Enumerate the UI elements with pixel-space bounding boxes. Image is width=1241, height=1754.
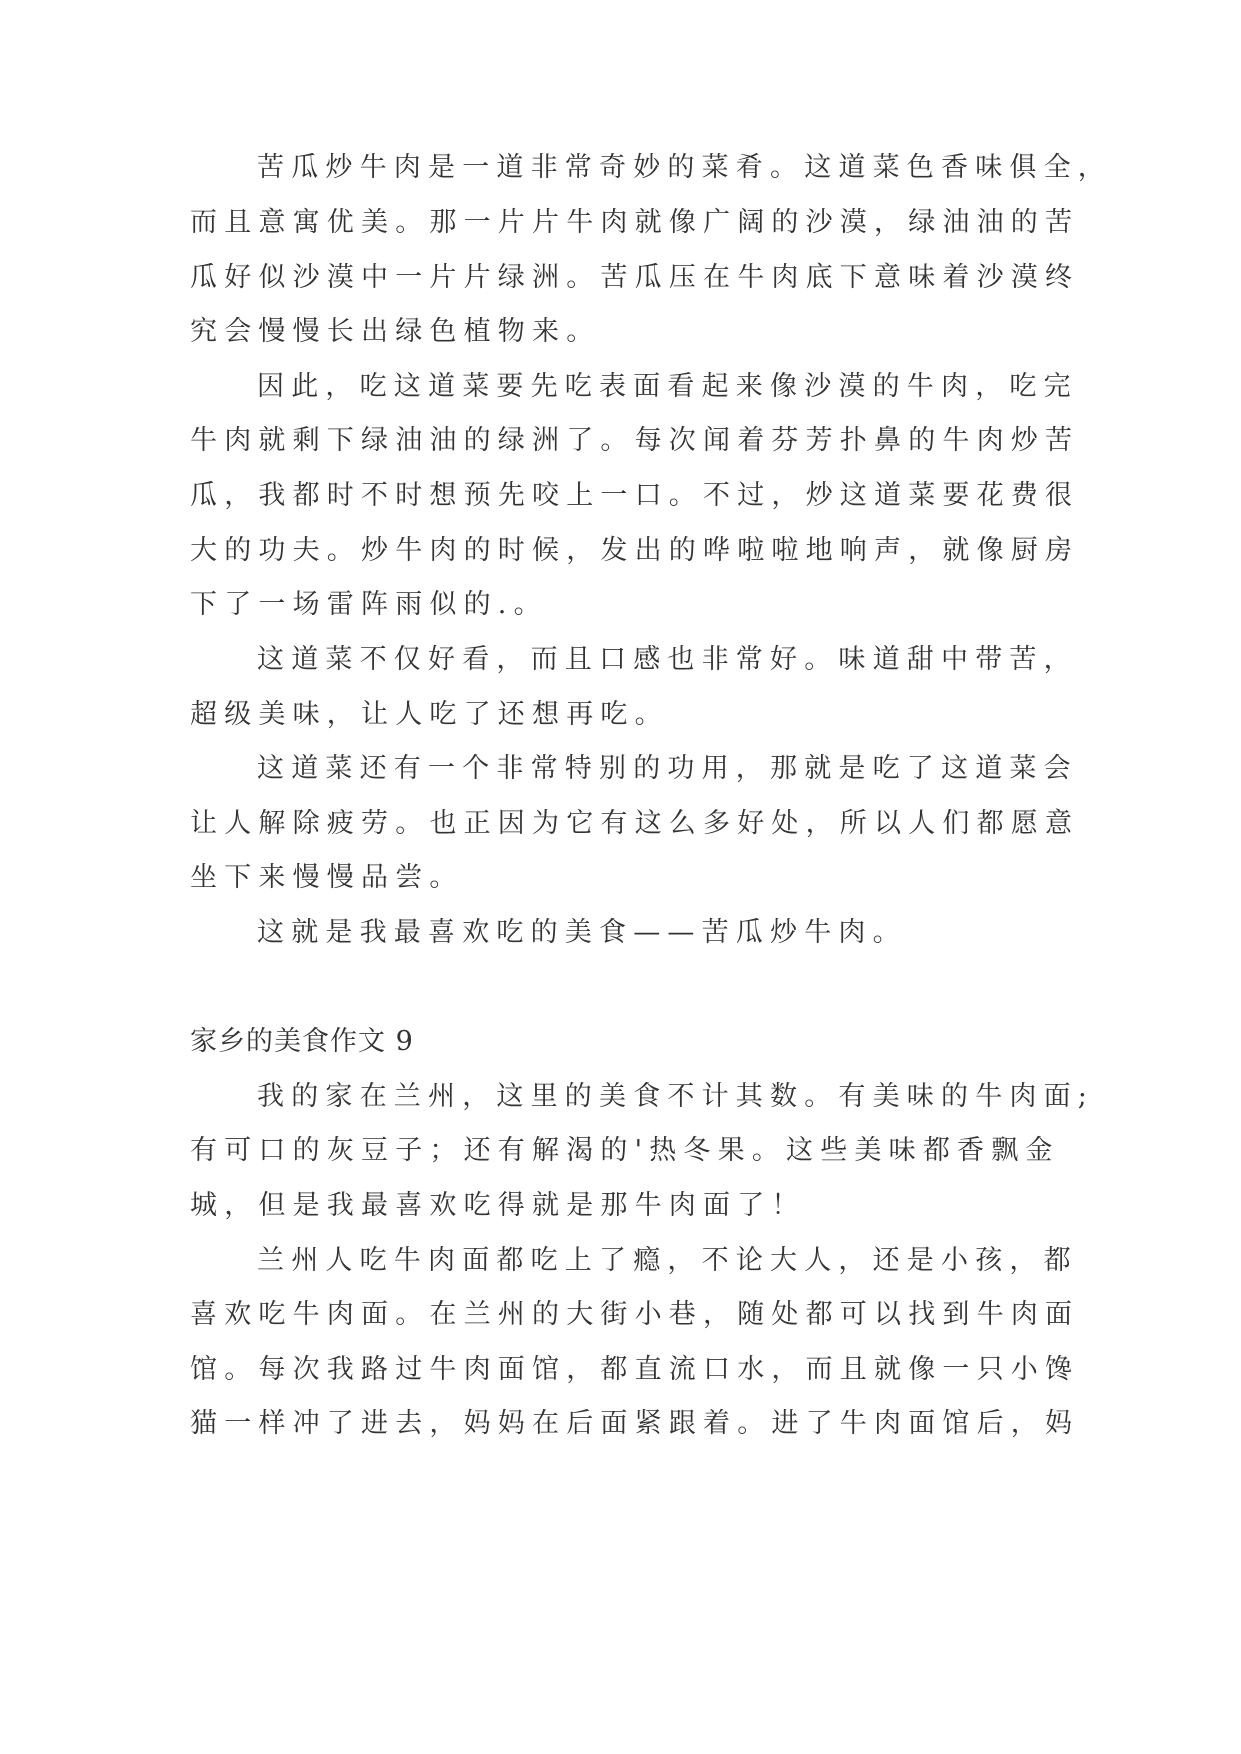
essay8-para4-line3: 坐下来慢慢品尝。 — [190, 862, 464, 893]
essay8-para2-line3: 瓜，我都时不时想预先咬上一口。不过，炒这道菜要花费很 — [190, 480, 1080, 511]
essay9-para2-line3: 馆。每次我路过牛肉面馆，都直流口水，而且就像一只小馋 — [190, 1354, 1080, 1385]
essay8-para1-line1: 苦瓜炒牛肉是一道非常奇妙的菜肴。这道菜色香味俱全， — [257, 152, 1112, 183]
essay9-para2-line2: 喜欢吃牛肉面。在兰州的大街小巷，随处都可以找到牛肉面 — [190, 1299, 1080, 1330]
essay9-para1-line2: 有可口的灰豆子；还有解渴的'热冬果。这些美味都香飘金 — [190, 1135, 1060, 1166]
essay8-para2-line4: 大的功夫。炒牛肉的时候，发出的哗啦啦地响声，就像厨房 — [190, 535, 1080, 566]
essay8-para4-line1: 这道菜还有一个非常特别的功用，那就是吃了这道菜会 — [257, 753, 1078, 784]
essay9-para2-line1: 兰州人吃牛肉面都吃上了瘾，不论大人，还是小孩，都 — [257, 1245, 1078, 1276]
essay9-para1-line3: 城，但是我最喜欢吃得就是那牛肉面了！ — [190, 1190, 806, 1221]
essay9-para1-line1: 我的家在兰州，这里的美食不计其数。有美味的牛肉面; — [257, 1081, 1095, 1112]
essay8-para5-line1: 这就是我最喜欢吃的美食——苦瓜炒牛肉。 — [257, 917, 907, 948]
essay9-title: 家乡的美食作文 9 — [190, 1026, 414, 1057]
essay9-para2-line4: 猫一样冲了进去，妈妈在后面紧跟着。进了牛肉面馆后，妈 — [190, 1408, 1080, 1439]
essay8-para2-line2: 牛肉就剩下绿油油的绿洲了。每次闻着芬芳扑鼻的牛肉炒苦 — [190, 425, 1080, 456]
essay8-para4-line2: 让人解除疲劳。也正因为它有这么多好处，所以人们都愿意 — [190, 808, 1080, 839]
essay8-para3-line2: 超级美味，让人吃了还想再吃。 — [190, 699, 669, 730]
essay8-para1-line4: 究会慢慢长出绿色植物来。 — [190, 316, 601, 347]
essay8-para1-line2: 而且意寓优美。那一片片牛肉就像广阔的沙漠，绿油油的苦 — [190, 207, 1080, 238]
essay8-para1-line3: 瓜好似沙漠中一片片绿洲。苦瓜压在牛肉底下意味着沙漠终 — [190, 262, 1080, 293]
essay8-para3-line1: 这道菜不仅好看，而且口感也非常好。味道甜中带苦， — [257, 644, 1078, 675]
essay8-para2-line1: 因此，吃这道菜要先吃表面看起来像沙漠的牛肉，吃完 — [257, 371, 1078, 402]
essay8-para2-line5: 下了一场雷阵雨似的.。 — [190, 589, 548, 620]
